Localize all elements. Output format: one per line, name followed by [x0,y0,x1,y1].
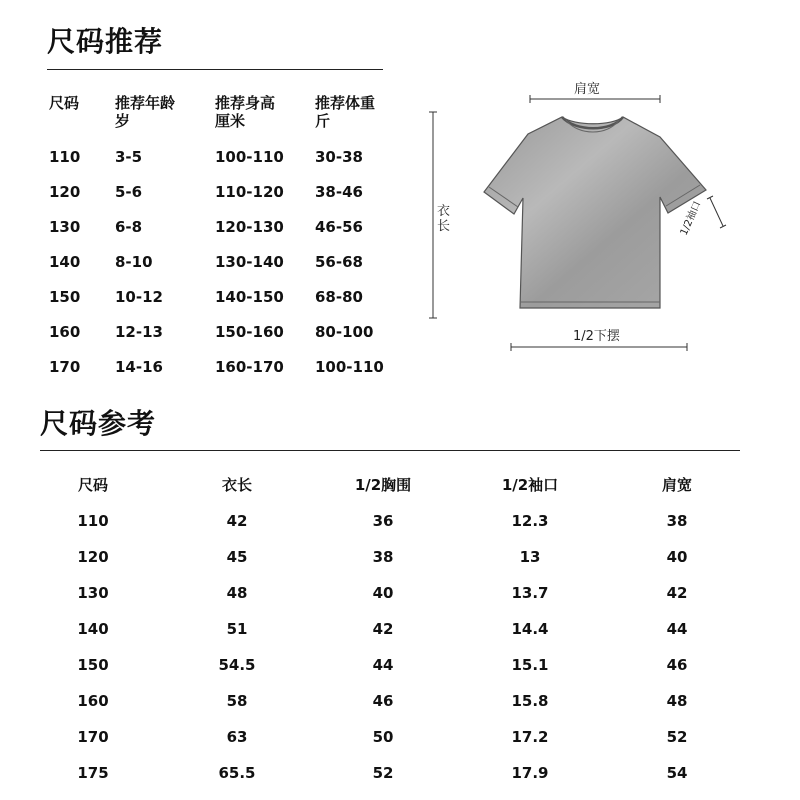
recommend-table-cell: 170 [49,358,81,376]
recommend-header-cell: 推荐身高 [215,94,276,112]
reference-table-cell: 36 [372,512,394,530]
reference-table-cell: 38 [372,548,394,566]
reference-table-cell: 17.2 [511,728,549,746]
reference-header-cell: 尺码 [77,476,108,494]
reference-table-cell: 58 [226,692,248,710]
recommend-header-cell: 尺码 [49,94,80,112]
hem-measure-line [511,343,687,351]
recommend-table-cell: 150-160 [215,323,284,341]
reference-table-cell: 15.1 [511,656,549,674]
reference-header-cell: 1/2袖口 [501,476,559,494]
recommend-table-cell: 38-46 [315,183,363,201]
reference-table-cell: 110 [77,512,109,530]
recommend-table-cell: 30-38 [315,148,363,166]
reference-table-cell: 54.5 [218,656,256,674]
hem-label: 1/2下摆 [573,329,620,344]
recommend-table-cell: 56-68 [315,253,363,271]
recommend-table-cell: 120-130 [215,218,284,236]
reference-table-cell: 42 [666,584,688,602]
recommend-table-cell: 140 [49,253,81,271]
recommend-table-cell: 3-5 [115,148,143,166]
recommend-table-cell: 8-10 [115,253,153,271]
reference-table-cell: 42 [372,620,394,638]
length-label-top: 衣 [437,204,451,219]
reference-table-cell: 150 [77,656,109,674]
shoulder-label: 肩宽 [574,82,601,97]
reference-table-cell: 48 [666,692,688,710]
recommend-table-cell: 46-56 [315,218,363,236]
recommend-table-cell: 130-140 [215,253,284,271]
reference-header-cell: 衣长 [221,476,252,494]
cuff-label: 1/2袖口 [678,199,704,238]
reference-table-cell: 160 [77,692,109,710]
reference-table-cell: 51 [226,620,248,638]
recommend-header-cell: 厘米 [215,112,246,130]
recommend-header-cell: 推荐年龄 [115,94,176,112]
reference-divider [40,450,740,451]
reference-table-cell: 17.9 [511,764,549,782]
reference-table-cell: 15.8 [511,692,549,710]
reference-table-cell: 175 [77,764,109,782]
recommend-table-cell: 12-13 [115,323,163,341]
reference-table-cell: 170 [77,728,109,746]
recommend-table-cell: 68-80 [315,288,363,306]
reference-table-cell: 42 [226,512,248,530]
recommend-table-cell: 6-8 [115,218,143,236]
reference-table-cell: 13 [519,548,541,566]
recommend-table-cell: 5-6 [115,183,143,201]
reference-table-cell: 40 [666,548,688,566]
reference-table-cell: 46 [372,692,394,710]
reference-table-cell: 50 [372,728,394,746]
reference-table-cell: 44 [372,656,394,674]
reference-table-cell: 38 [666,512,688,530]
reference-table-cell: 44 [666,620,688,638]
recommend-header-cell: 斤 [315,112,331,130]
cuff-measure-line [707,196,726,228]
recommend-table-cell: 120 [49,183,81,201]
reference-table-cell: 52 [372,764,394,782]
reference-table-cell: 48 [226,584,248,602]
recommend-header-cell: 岁 [115,112,131,130]
reference-table-cell: 46 [666,656,688,674]
recommend-table-cell: 140-150 [215,288,284,306]
reference-table-cell: 14.4 [511,620,549,638]
recommend-table-cell: 150 [49,288,81,306]
reference-table-cell: 65.5 [218,764,256,782]
recommend-table-cell: 100-110 [215,148,284,166]
recommend-table-cell: 10-12 [115,288,163,306]
reference-table-cell: 13.7 [511,584,549,602]
length-measure-line [429,112,437,318]
reference-table-cell: 54 [666,764,688,782]
recommend-table-cell: 100-110 [315,358,384,376]
recommend-table-cell: 80-100 [315,323,374,341]
recommend-table-cell: 110 [49,148,81,166]
reference-table-cell: 45 [226,548,248,566]
recommend-title: 尺码推荐 [47,25,164,58]
recommend-table-cell: 160 [49,323,81,341]
reference-table-cell: 52 [666,728,688,746]
recommend-table-cell: 110-120 [215,183,284,201]
recommend-table-cell: 14-16 [115,358,163,376]
reference-title: 尺码参考 [40,407,157,440]
reference-table-cell: 63 [226,728,248,746]
recommend-table-cell: 130 [49,218,81,236]
reference-table-cell: 140 [77,620,109,638]
reference-header-cell: 肩宽 [661,476,692,494]
reference-table-cell: 120 [77,548,109,566]
recommend-table-cell: 160-170 [215,358,284,376]
reference-table-cell: 40 [372,584,394,602]
reference-table-cell: 130 [77,584,109,602]
recommend-header-cell: 推荐体重 [315,94,376,112]
length-label-bottom: 长 [437,219,451,234]
reference-table-cell: 12.3 [511,512,549,530]
reference-header-cell: 1/2胸围 [354,476,412,494]
tshirt-body [484,117,706,308]
